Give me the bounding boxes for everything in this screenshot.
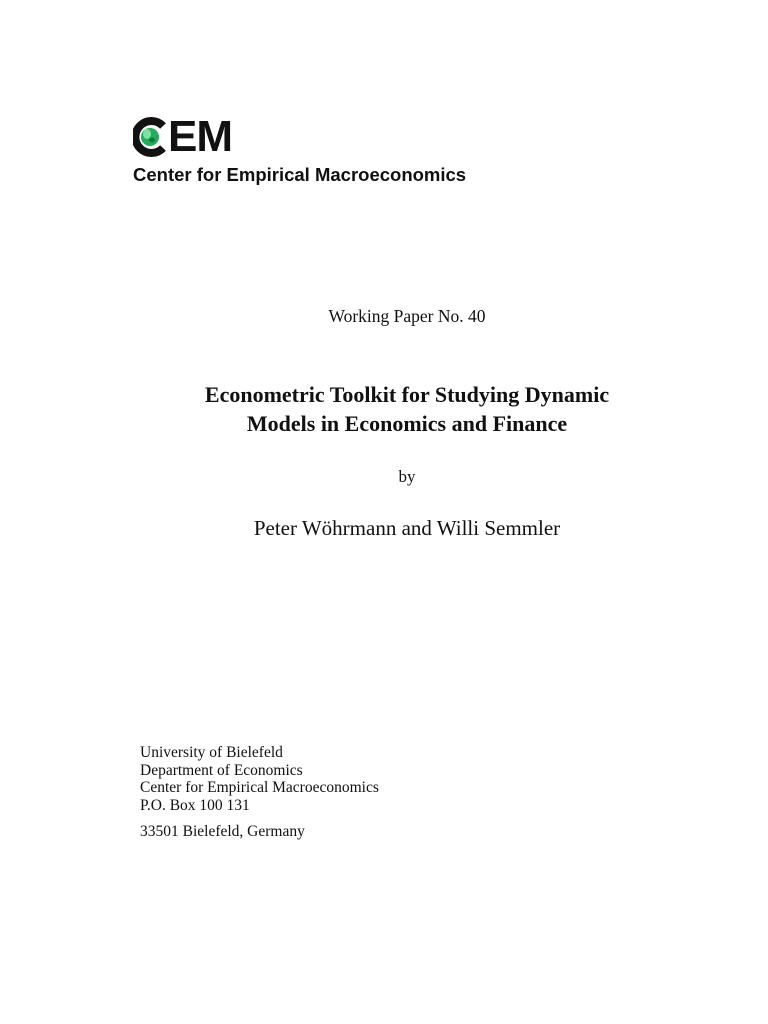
- globe-c-icon: [133, 117, 167, 157]
- cem-logo: [133, 112, 513, 196]
- address-city: 33501 Bielefeld, Germany: [140, 823, 305, 840]
- working-paper-number: Working Paper No. 40: [328, 306, 486, 326]
- cem-logo-letters: EM: [168, 112, 232, 161]
- paper-title-line-2: Models in Economics and Finance: [246, 411, 568, 436]
- paper-title: [0, 380, 768, 438]
- cem-logo-mark: [133, 112, 232, 161]
- address-line: University of Bielefeld: [140, 744, 283, 761]
- address-line: Department of Economics: [140, 761, 303, 779]
- institution-address: [140, 744, 379, 841]
- address-line: Center for Empirical Macroeconomics: [140, 779, 379, 796]
- paper-title-line-1: Econometric Toolkit for Studying Dynamic: [204, 382, 610, 407]
- by-label: by: [398, 467, 416, 486]
- cem-logo-name: Center for Empirical Macroeconomics: [133, 164, 467, 185]
- authors: Peter Wöhrmann and Willi Semmler: [253, 516, 561, 540]
- address-line: P.O. Box 100 131: [140, 796, 250, 814]
